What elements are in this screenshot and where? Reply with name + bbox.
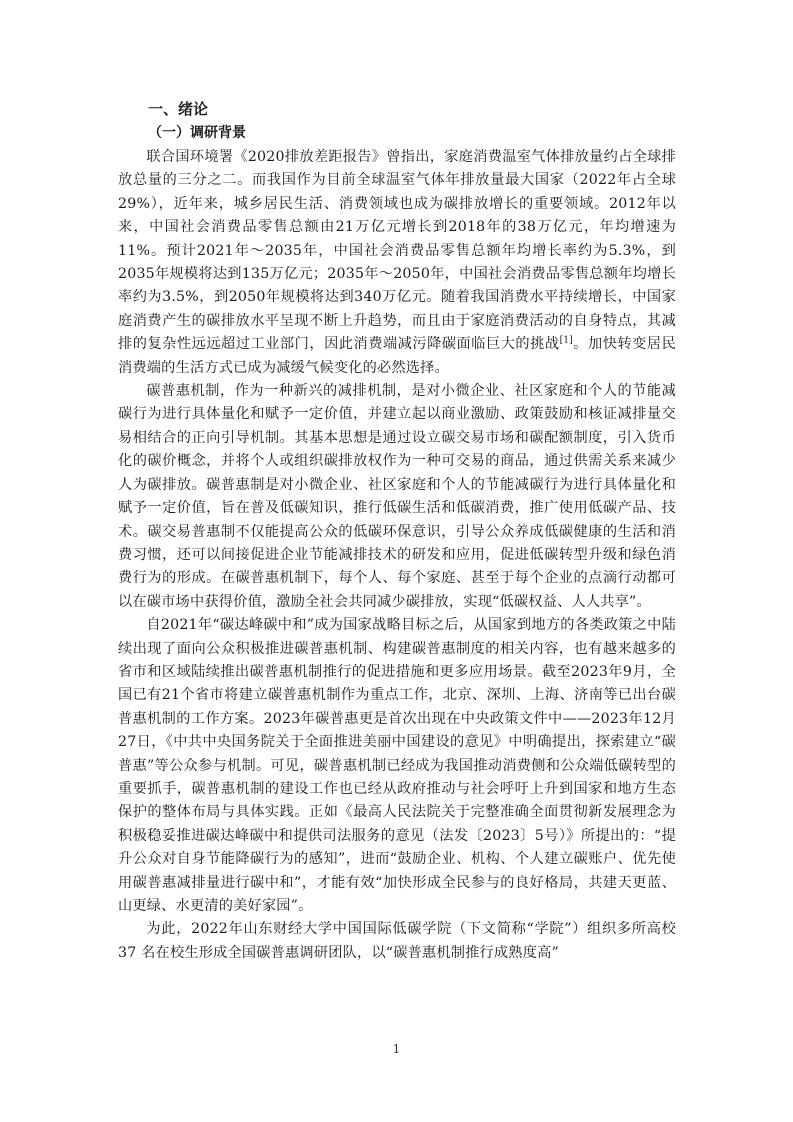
citation-ref: [1] [559,335,573,346]
subsection-heading: （一）调研背景 [148,125,246,141]
section-heading: 一、绪论 [148,100,209,118]
page-number: 1 [392,1042,401,1056]
document-body [118,98,676,965]
paragraph-4: 为此，2022年山东财经大学中国国际低碳学院（下文简称“学院”）组织多所高校 37 名在校生形成全国碳普惠调研团队，以“碳普惠机制推行成熟度高” [118,921,676,961]
paragraph-1 [118,146,676,380]
paragraph-2: 碳普惠机制，作为一种新兴的减排机制，是对小微企业、社区家庭和个人的节能减碳行为进行具体量化和赋予一定价值，并建立起以商业激励、政策鼓励和核证减排量交易相结合的正向引导机制。其基本思想是通过设立碳交易市场和碳配额制度，引入货币化的碳价概念，并将个人或组织碳排放权作为一种可交易的商品，通过供需关系来减少人为碳排放。碳普惠制是对小微企业、社区家庭和个人的节能减碳行为进行具体量化和赋予一定价值，旨在普及低碳知识，推行低碳生活和低碳消费，推广使用低碳产品、技术。碳交易普惠制不仅能提高公众的低碳环保意识，引导公众养成低碳健康的生活和消费习惯，还可以间接促进企业节能减排技术的研发和应用，促进低碳转型升级和绿色消费行为的形成。在碳普惠机制下，每个人、每个家庭、甚至于每个企业的点滴行动都可以在碳市场中获得价值，激励全社会共同减少碳排放，实现“低碳权益、人人共享”。 [118,383,676,610]
paragraph-1-text-b: 。加快转变居民消费端的生活方式已成为减缓气候变化的必然选择。 [118,336,676,376]
paragraph-3: 自2021年“碳达峰碳中和”成为国家战略目标之后，从国家到地方的各类政策之中陆续出现了面向公众积极推进碳普惠机制、构建碳普惠制度的相关内容，也有越来越多的省市和区域陆续推出碳普惠机制推行的促进措施和更多应用场景。截至2023年9月，全国已有21个省市将建立碳普惠机制作为重点工作，北京、深圳、上海、济南等已出台碳普惠机制的工作方案。2023年碳普惠更是首次出现在中央政策文件中——2023年12月27日，《中共中央国务院关于全面推进美丽中国建设的意见》中明确提出，探索建立“碳普惠”等公众参与机制。可见，碳普惠机制已经成为我国推动消费侧和公众端低碳转型的重要抓手，碳普惠机制的建设工作也已经从政府推动与社会呼吁上升到国家和地方生态保护的整体布局与具体实践。正如《最高人民法院关于完整准确全面贯彻新发展理念为积极稳妥推进碳达峰碳中和提供司法服务的意见（法发〔2023〕5号）》所提出的：“提升公众对自身节能降碳行为的感知”，进而“鼓励企业、机构、个人建立碳账户、优先使用碳普惠减排量进行碳中和”，才能有效“加快形成全民参与的良好格局，共建天更蓝、山更绿、水更清的美好家园”。 [118,617,676,914]
paragraph-1-text-a: 联合国环境署《2020排放差距报告》曾指出，家庭消费温室气体排放量约占全球排放总量的三分之二。而我国作为目前全球温室气体年排放量最大国家（2022年占全球29%），近年来，城乡居民生活、消费领域也成为碳排放增长的重要领域。2012年以来，中国社会消费品零售总额由21万亿元增长到2018年的38万亿元，年均增速为11%。预计2021年～2035年，中国社会消费品零售总额年均增长率约为5.3%，到2035年规模将达到135万亿元；2035年～2050年，中国社会消费品零售总额年均增长率约为3.5%，到2050年规模将达到340万亿元。随着我国消费水平持续增长，中国家庭消费产生的碳排放水平呈现不断上升趋势，而且由于家庭消费活动的自身特点，其减排的复杂性远远超过工业部门，因此消费端减污降碳面临巨大的挑战 [118,149,676,353]
